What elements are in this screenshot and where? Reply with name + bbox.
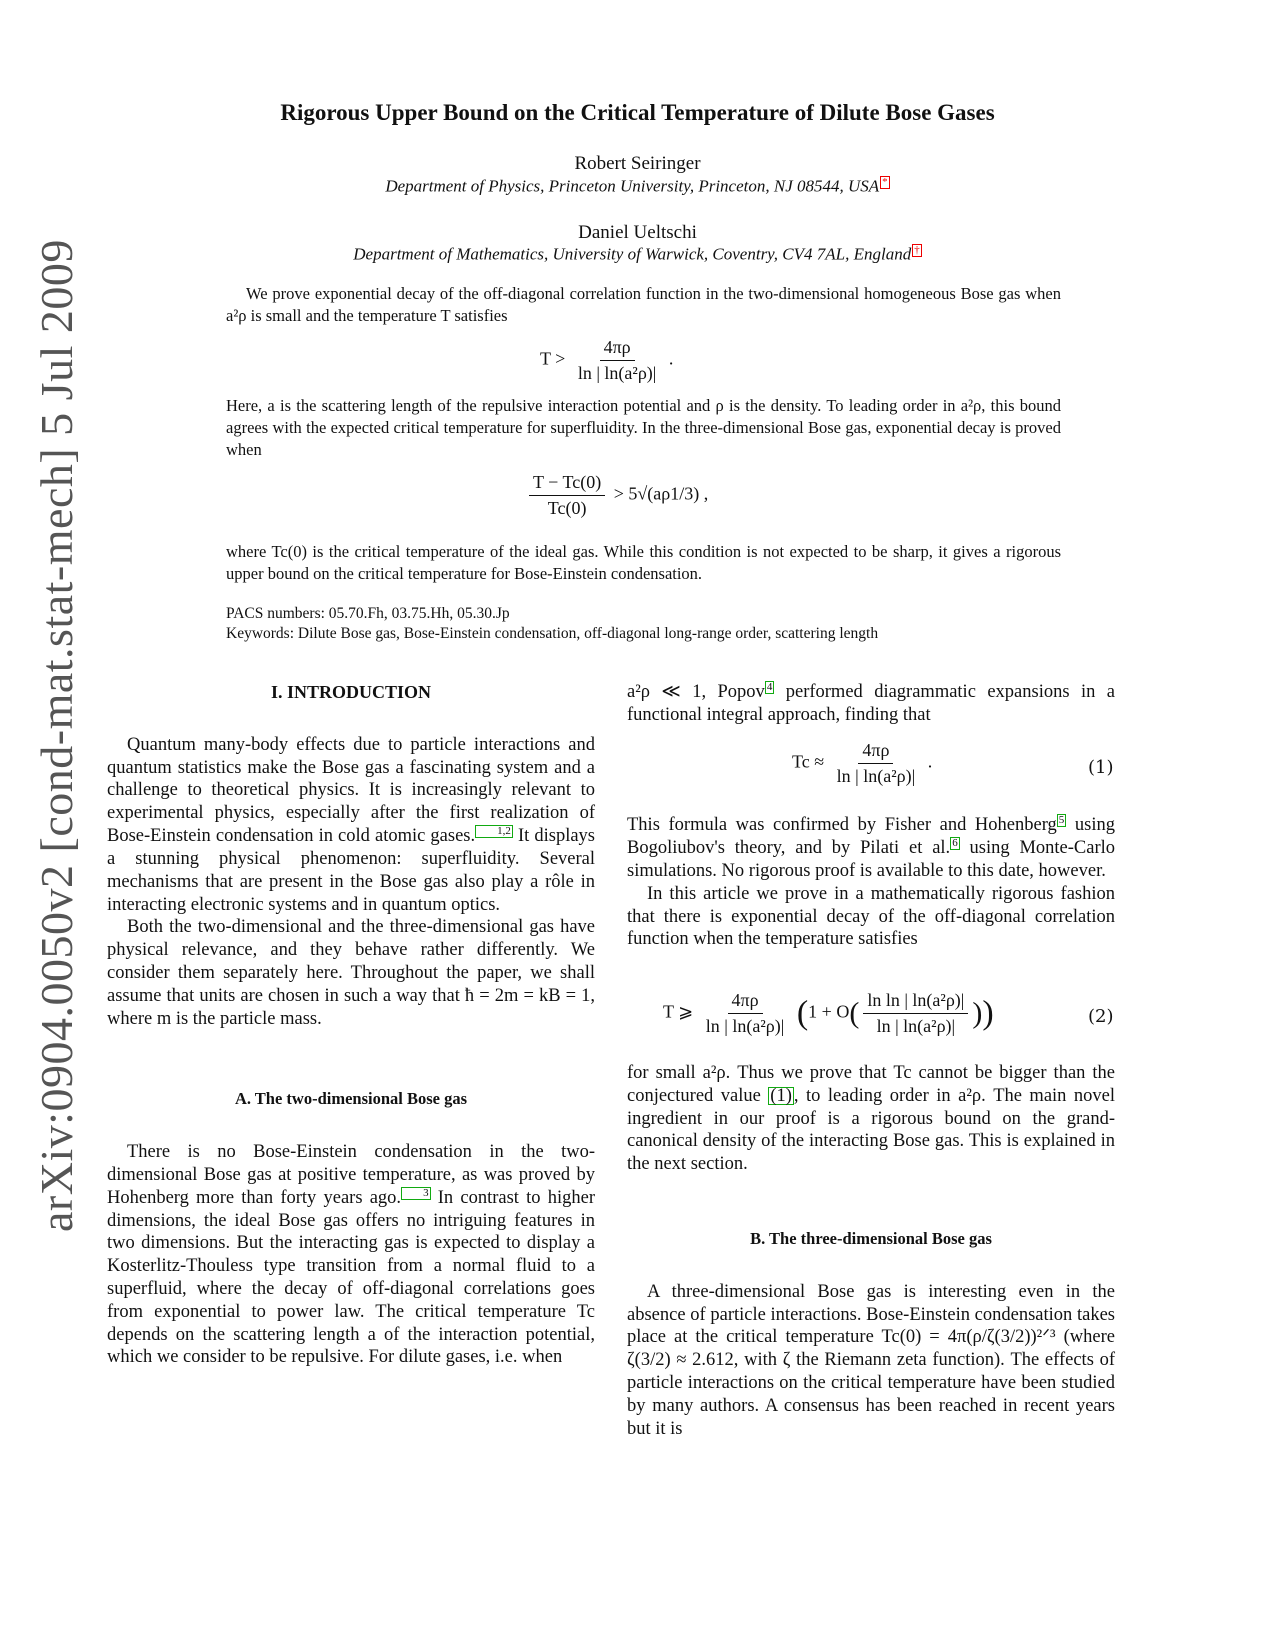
equation-lhs: T ⩾ <box>663 1001 694 1022</box>
citation-link[interactable]: 6 <box>952 836 958 849</box>
abstract-equation-2 <box>525 472 708 519</box>
fraction-denominator: Tc(0) <box>547 498 587 518</box>
body-paragraph: In this article we prove in a mathematically rigorous fashion that there is exponential decay of the off-diagonal correlation function when the temperature satisfies <box>627 883 1115 950</box>
abstract-paragraph <box>226 541 1061 585</box>
equation-number: (1) <box>1088 757 1114 778</box>
paper-title: Rigorous Upper Bound on the Critical Temperature of Dilute Bose Gases <box>280 100 995 125</box>
body-paragraph: Both the two-dimensional and the three-dimensional gas have physical relevance, and they behave rather differently. We consider them separately here. Throughout the paper, we shall assume that units are chosen in such a way that ħ = 2m = kB = 1, where m is the particle mass. <box>107 917 595 1029</box>
citation-link[interactable]: 1,2 <box>475 825 513 838</box>
fraction-denominator: ln | ln(a²ρ)| <box>577 363 657 383</box>
text-run: It displays a stunning physical phenomenon: superfluidity. Several mechanisms that are present in the Bose gas also play a rôle in interacting electronic systems and in quantum optics. <box>107 826 595 915</box>
fraction-denominator: ln | ln(a²ρ)| <box>705 1016 785 1036</box>
citation-link[interactable]: 5 <box>1058 814 1065 826</box>
fraction-denominator: ln | ln(a²ρ)| <box>836 766 916 786</box>
text-run: Quantum many-body effects due to particle interactions and quantum statistics make the Bose gas a fascinating system and a challenge to theoretical physics. It is increasingly relevant to experimental physics, especially after the first realization of Bose-Einstein condensation in cold atomic gases. <box>107 734 595 847</box>
equation-fraction <box>529 472 605 519</box>
text-run: using Monte-Carlo simulations. No rigorous proof is available to this date, however. <box>627 838 1116 881</box>
equation-fraction <box>833 740 920 787</box>
text-run: , to leading order in a²ρ. The main novel ingredient in our proof is a rigorous bound on the grand-canonical density of the interacting Bose gas. This is explained in the next section. <box>627 1085 1115 1175</box>
right-column-lower <box>627 1062 1115 1440</box>
abstract-paragraph <box>226 395 1061 461</box>
arxiv-sidebar-stamp: arXiv:0904.0050v2 [cond-mat.stat-mech] 5 Jul 2009 <box>31 239 82 1232</box>
equation-fraction <box>574 337 661 384</box>
subsection-heading: A. The two-dimensional Bose gas <box>234 1089 468 1109</box>
equation-reference-link[interactable]: (1) <box>770 1085 792 1106</box>
abstract-text: Here, a is the scattering length of the repulsive interaction potential and ρ is the density. To leading order in a²ρ, this bound agrees with the expected critical temperature for superfluidity. In the three-dimensional Bose gas, exponential decay is proved when <box>226 396 1061 459</box>
paren-open: ( <box>796 994 809 1032</box>
author-affiliation <box>120 176 1155 197</box>
text-run: a²ρ ≪ 1, Popov <box>627 682 765 703</box>
abstract-text: where Tc(0) is the critical temperature of the ideal gas. While this condition is not expected to be sharp, it gives a rigorous upper bound on the critical temperature for Bose-Einstein condensation. <box>226 542 1061 583</box>
subsection-heading: B. The three-dimensional Bose gas <box>750 1228 992 1248</box>
fraction-numerator: T − Tc(0) <box>529 472 605 496</box>
right-column <box>627 681 1115 727</box>
footnote-link[interactable]: † <box>914 244 920 256</box>
equation-middle: 1 + O <box>808 1001 850 1022</box>
author-affiliation <box>120 244 1155 265</box>
equation-lhs: Tc ≈ <box>792 751 825 772</box>
affiliation-text: Department of Mathematics, University of Warwick, Coventry, CV4 7AL, England <box>353 244 912 264</box>
equation-number: (2) <box>1088 1006 1114 1027</box>
body-paragraph <box>627 1062 1115 1176</box>
equation-inner-fraction <box>863 990 968 1037</box>
equation-1: Tc ≈ $\frac{4\pi\rho}{\text{ln | ln(a²ρ)|}}$ . <box>792 740 933 786</box>
fraction-denominator: ln | ln(a²ρ)| <box>876 1016 956 1036</box>
fraction-numerator: ln ln | ln(a²ρ)| <box>863 990 968 1014</box>
text-run: using Bogoliubov's theory, and by Pilati et al. <box>627 815 1115 859</box>
paren-close: ) <box>972 996 983 1030</box>
paren-close: ) <box>982 994 994 1032</box>
right-column-continued <box>627 814 1115 951</box>
text-run: In contrast to higher dimensions, the ideal Bose gas offers no intriguing features in two dimensions. But the interacting gas is expected to display a Kosterlitz-Thouless type transition from a normal fluid to a superfluid, where the decay of off-diagonal correlations goes from exponential to power law. The critical temperature Tc depends on the scattering length a of the interaction potential, which we consider to be repulsive. For dilute gases, i.e. when <box>107 1187 595 1368</box>
equation-2 <box>663 990 994 1037</box>
affiliation-text: Department of Physics, Princeton University, Princeton, NJ 08544, USA <box>385 176 880 196</box>
text-run: There is no Bose-Einstein condensation in the two-dimensional Bose gas at positive temperature, as was proved by Hohenberg more than forty years ago. <box>107 1142 595 1208</box>
body-paragraph <box>107 734 595 917</box>
body-paragraph <box>107 1141 595 1369</box>
body-paragraph <box>627 814 1115 883</box>
equation-fraction <box>702 990 789 1037</box>
keywords: Keywords: Dilute Bose gas, Bose-Einstein condensation, off-diagonal long-range order, scattering length <box>226 625 879 642</box>
body-paragraph: A three-dimensional Bose gas is interesting even in the absence of particle interactions. Bose-Einstein condensation takes place at the critical temperature Tc(0) = 4π(ρ/ζ(3/2))²ᐟ³ (where ζ(3/2) ≈ 2.612, with ζ the Riemann zeta function). The effects of particle interactions on the critical temperature have been studied by many authors. A consensus has been reached in recent years but it is <box>627 1281 1115 1439</box>
abstract-text: We prove exponential decay of the off-diagonal correlation function in the two-dimensional homogeneous Bose gas when a²ρ is small and the temperature T satisfies <box>226 284 1061 325</box>
equation-rhs: > 5√(aρ1/3) , <box>613 483 709 504</box>
pacs-keywords <box>226 604 1061 644</box>
citation-link[interactable]: 3 <box>401 1187 431 1200</box>
pacs-numbers: PACS numbers: 05.70.Fh, 03.75.Hh, 05.30.Jp <box>226 605 510 622</box>
body-paragraph <box>627 681 1115 727</box>
equation-lhs: T > <box>540 348 566 369</box>
abstract-equation-1: T > $\frac{4\pi\rho}{\text{ln | ln(a²ρ)|}}$ . <box>540 337 674 383</box>
fraction-numerator: 4πρ <box>858 740 893 764</box>
abstract-paragraph <box>226 283 1061 327</box>
text-run: This formula was confirmed by Fisher and Hohenberg <box>627 815 1057 836</box>
section-heading: I. INTRODUCTION <box>270 682 432 702</box>
citation-link[interactable]: 4 <box>766 681 773 693</box>
author-name: Daniel Ueltschi <box>578 222 697 243</box>
text-run: for small a²ρ. Thus we prove that Tc cannot be bigger than the conjectured value <box>627 1063 1115 1106</box>
fraction-numerator: 4πρ <box>728 990 763 1014</box>
author-name: Robert Seiringer <box>574 153 701 174</box>
left-column <box>107 681 595 1369</box>
fraction-numerator: 4πρ <box>600 337 635 361</box>
text-run: performed diagrammatic expansions in a functional integral approach, finding that <box>627 682 1116 725</box>
footnote-link[interactable]: * <box>882 176 888 188</box>
paren-open: ( <box>849 996 860 1030</box>
